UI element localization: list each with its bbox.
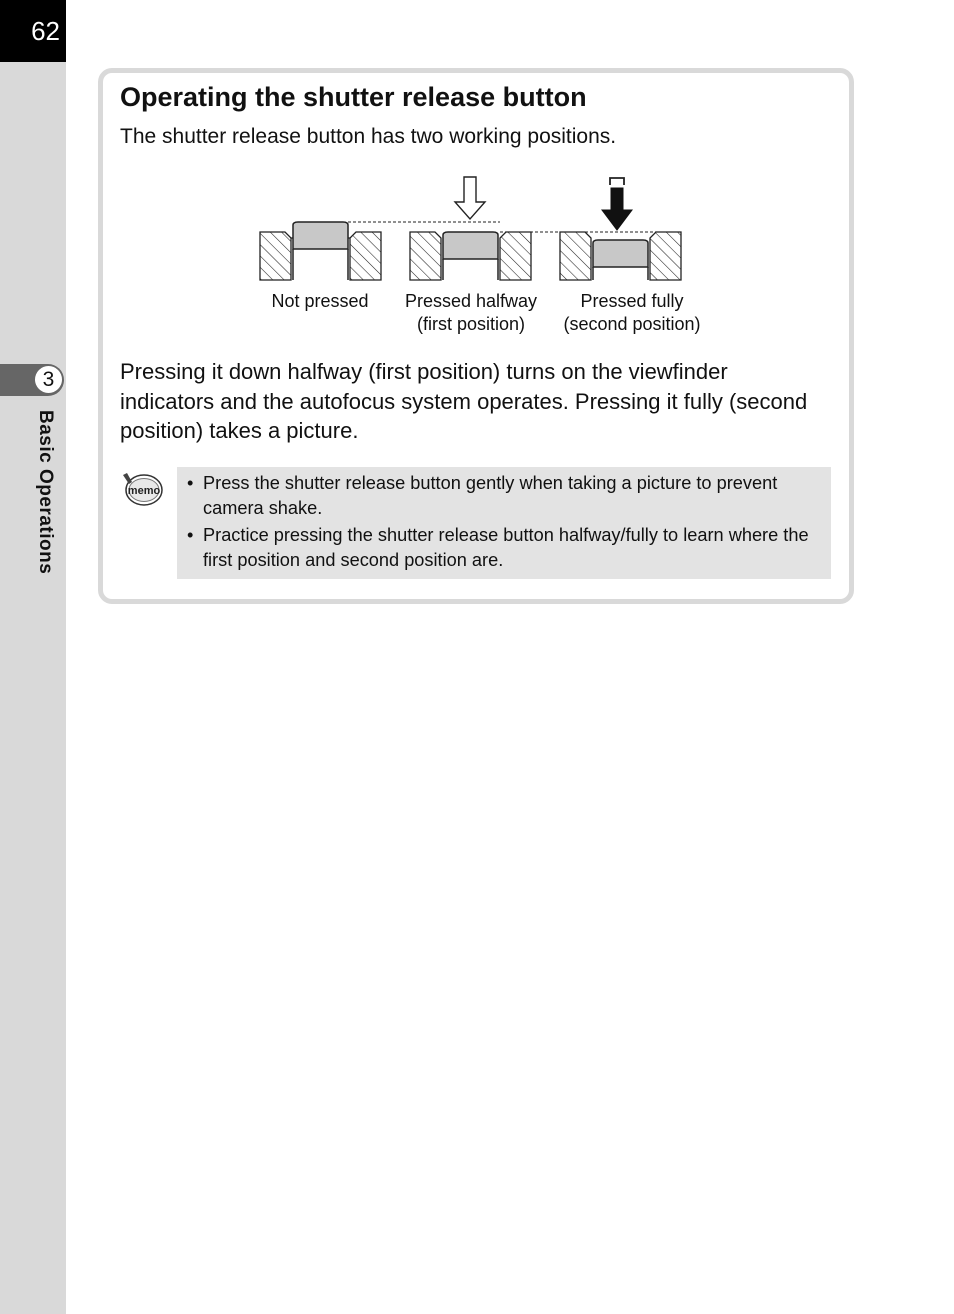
- memo-icon: [120, 470, 164, 510]
- button-not-pressed: [260, 222, 381, 280]
- chapter-tab: [0, 364, 64, 396]
- body-paragraph: Pressing it down halfway (first position) turns on the viewfinder indicators and the autofocus system operates. Pressing it fully (second position) takes a picture.: [120, 359, 808, 443]
- caption-pressed-halfway: Pressed halfway (first position): [404, 291, 538, 334]
- svg-text:memo: memo: [127, 485, 161, 497]
- solid-arrow-icon: [602, 188, 632, 230]
- shutter-button-diagram: [255, 172, 695, 284]
- chapter-title: Basic Operations: [35, 410, 56, 575]
- section-heading: Operating the shutter release button: [120, 82, 587, 112]
- button-pressed-fully: [560, 178, 681, 280]
- page-number: 62: [0, 0, 66, 62]
- memo-box: [177, 467, 831, 579]
- side-strip: [0, 0, 66, 1314]
- memo-item: • Press the shutter release button gently when taking a picture to prevent camera shake.: [187, 473, 778, 518]
- hollow-arrow-icon: [455, 177, 485, 219]
- bullet: •: [187, 473, 194, 493]
- intro-text: The shutter release button has two working positions.: [120, 125, 617, 148]
- caption-not-pressed: Not pressed: [271, 291, 369, 311]
- bullet: •: [187, 525, 194, 545]
- button-pressed-halfway: [410, 177, 531, 280]
- caption-pressed-fully: Pressed fully (second position): [563, 291, 701, 334]
- memo-item: • Practice pressing the shutter release button halfway/fully to learn where the first position and second position are.: [187, 525, 809, 570]
- chapter-number: 3: [35, 366, 62, 393]
- stop-bracket-icon: [610, 178, 624, 185]
